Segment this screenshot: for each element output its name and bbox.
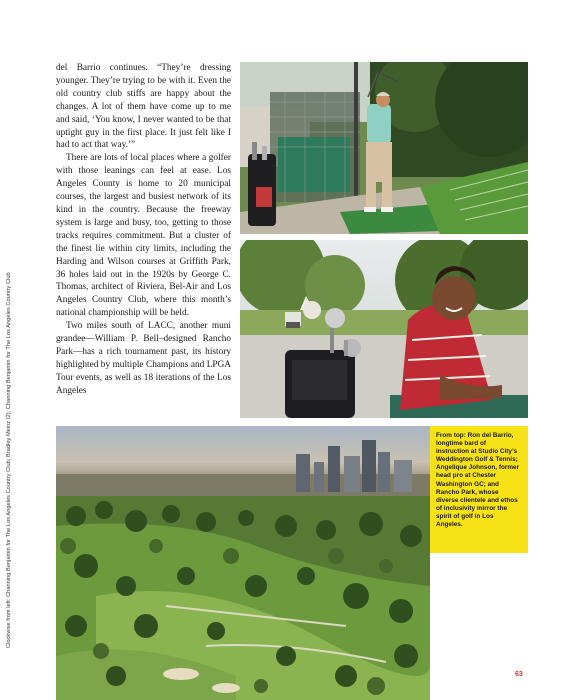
article-body [56, 62, 231, 398]
article-paragraph: Two miles south of LACC, another muni grandee—William P. Bell–designed Rancho Park—has a rich tournament past, its history highlighted by multiple Champions and LPGA Tour events, as well as 18 iterations of the Los Angeles [56, 321, 231, 396]
photo-credit: Clockwise from left: Channing Benjamin for The Los Angeles Country Club; Bradley Meinz (2); Channing Benjamin for The Los Angeles Country Club [6, 272, 12, 648]
photo-ron-del-barrio [240, 62, 528, 234]
photo-caption: From top: Ron del Barrio, longtime bard of instruction at Studio City’s Weddington Golf & Tennis; Angelique Johnson, former head pro at Chester Washington GC; and Rancho Park, whose diverse clientele and ethos of inclusivity mirror the spirit of golf in Los Angeles. [430, 426, 528, 553]
article-paragraph: del Barrio continues. “They’re dressing younger. They’re trying to be with it. Even the old country club stiffs are happy about the changes. A lot of them have come up to me and said, ‘You know, I never wanted to be that uptight guy in the first place. It just felt like I had to act that way.’” [56, 63, 231, 151]
photo-angelique-johnson [240, 240, 528, 418]
photo-rancho-park-aerial [56, 426, 430, 700]
page-number: 63 [515, 671, 523, 678]
article-paragraph: There are lots of local places where a golfer with those leanings can feel at ease. Los Angeles County is home to 20 municipal courses, the largest and busiest network of its kind in the country. Because the freeway system is large and busy, too, getting to those tracks requires commitment. But a cluster of the finest lie within city limits, including the Harding and Wilson courses at Griffith Park, 36 holes laid out in the 1920s by George C. Thomas, architect of Riviera, Bel-Air and Los Angeles Country Club, where this month’s national championship will be held. [56, 153, 231, 319]
